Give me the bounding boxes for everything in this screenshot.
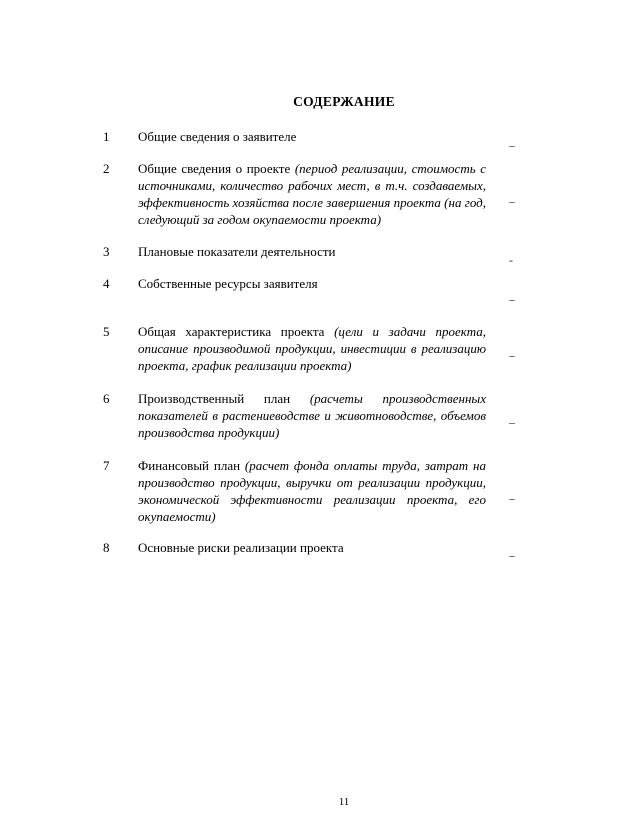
page-number: 11 [338,796,350,808]
toc-item-dash: – [509,491,515,505]
toc-item-dash: – [509,194,515,208]
toc-item-text: Общие сведения о проекте (период реализации, стоимость с источниками, количество рабочих мест, в т.ч. создаваемых, эффективность хозяйства после завершения проекта (на год, следующий за годом окупаемости проекта) [138,161,486,227]
toc-item-text: Общая характеристика проекта (цели и задачи проекта, описание производимой продукции, инвестиции в реализацию проекта, график реализации проекта) [138,324,486,373]
toc-item-text: Производственный план (расчеты производственных показателей в растениеводстве и животноводстве, объемов производства продукции) [138,391,486,440]
toc-item-number: 1 [103,129,110,144]
toc-item-number: 6 [103,391,110,406]
toc-item-text: Собственные ресурсы заявителя [138,276,318,291]
toc-item-text: Финансовый план (расчет фонда оплаты труда, затрат на производство продукции, выручки от реализации продукции, экономической эффективности реализации проекта, его окупаемости) [138,458,486,524]
toc-item-text: Общие сведения о заявителе [138,129,297,144]
toc-item-dash: – [509,138,515,152]
toc-item-dash: – [509,415,515,429]
toc-item-dash: - [509,253,513,267]
toc-item-number: 8 [103,540,110,555]
toc-item-dash: – [509,348,515,362]
toc-item-text: Основные риски реализации проекта [138,540,344,555]
toc-item-dash: – [509,292,515,306]
toc-item-dash: – [509,548,515,562]
toc-item-number: 5 [103,324,110,339]
toc-item-number: 3 [103,244,110,259]
toc-item-number: 7 [103,458,110,473]
toc-item-text: Плановые показатели деятельности [138,244,336,259]
page-title: СОДЕРЖАНИЕ [293,94,395,109]
toc-item-number: 4 [103,276,110,291]
toc-item-number: 2 [103,161,110,176]
